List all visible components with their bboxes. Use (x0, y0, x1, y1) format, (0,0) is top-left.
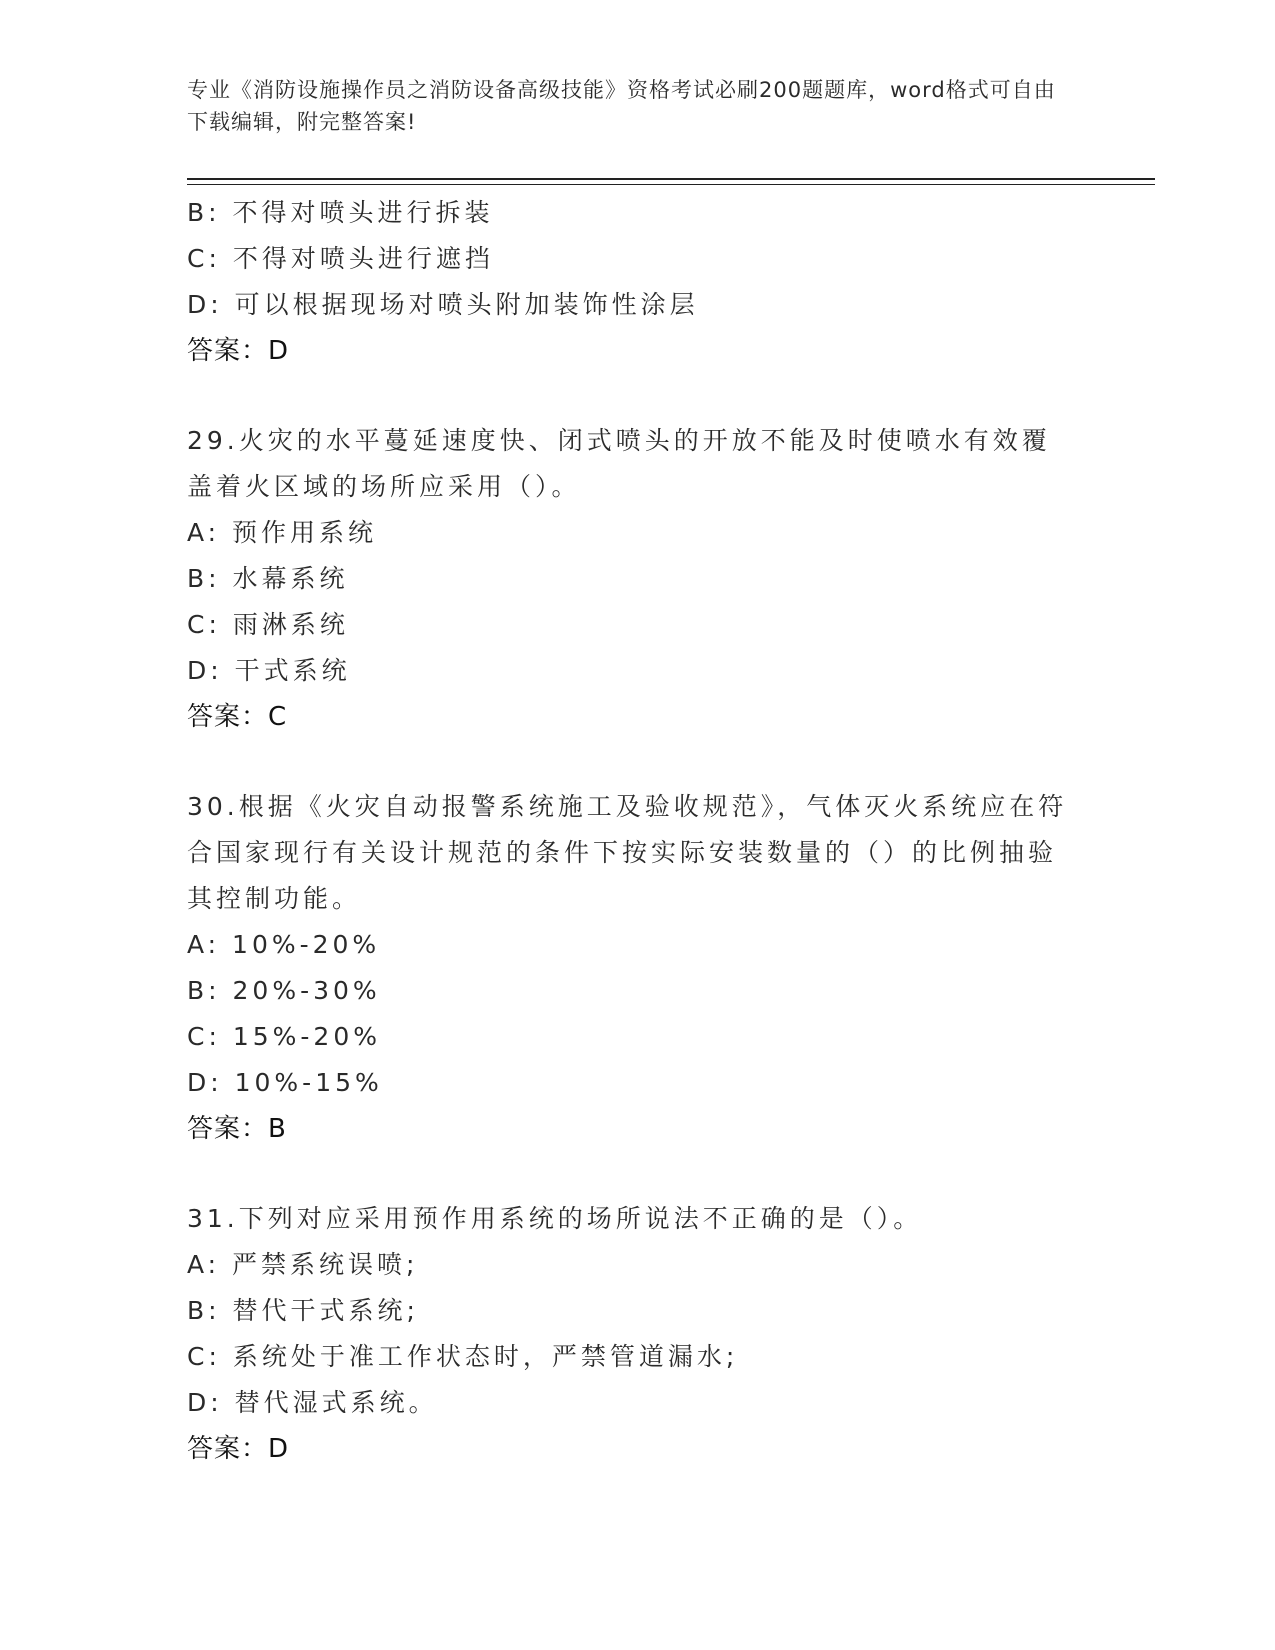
spacer (187, 740, 1087, 784)
option-b: B: 不得对喷头进行拆装 (187, 198, 494, 227)
answer-line: 答案：B (187, 1114, 287, 1144)
spacer (187, 374, 1087, 418)
question-block-30 (187, 784, 1087, 1152)
option-d: D: 替代湿式系统。 (187, 1388, 438, 1417)
question-text: 30.根据《火灾自动报警系统施工及验收规范》，气体灭火系统应在符合国家现行有关设计规范的条件下按实际安装数量的（）的比例抽验其控制功能。 (187, 792, 1068, 913)
question-text: 29.火灾的水平蔓延速度快、闭式喷头的开放不能及时使喷水有效覆盖着火区域的场所应采用（）。 (187, 426, 1051, 501)
answer-line: 答案：D (187, 1434, 290, 1464)
header-rule-thick (187, 178, 1155, 180)
option-a: A: 严禁系统误喷; (187, 1250, 419, 1279)
answer-line: 答案：D (187, 336, 290, 366)
option-c: C: 系统处于准工作状态时，严禁管道漏水; (187, 1342, 739, 1371)
option-c: C: 不得对喷头进行遮挡 (187, 244, 494, 273)
option-d: D: 10%-15% (187, 1068, 383, 1097)
question-block-continued (187, 190, 1087, 374)
question-block-29 (187, 418, 1087, 740)
spacer (187, 1152, 1087, 1196)
question-text: 31.下列对应采用预作用系统的场所说法不正确的是（）。 (187, 1204, 923, 1233)
document-header: 专业《消防设施操作员之消防设备高级技能》资格考试必刷200题题库，word格式可自由下载编辑，附完整答案! (187, 78, 1056, 134)
option-b: B: 20%-30% (187, 976, 381, 1005)
question-block-31 (187, 1196, 1087, 1472)
option-c: C: 雨淋系统 (187, 610, 349, 639)
option-d: D: 干式系统 (187, 656, 351, 685)
answer-line: 答案：C (187, 702, 288, 732)
header-rule-thin (187, 184, 1155, 185)
option-b: B: 水幕系统 (187, 564, 349, 593)
option-b: B: 替代干式系统; (187, 1296, 419, 1325)
option-c: C: 15%-20% (187, 1022, 381, 1051)
option-d: D: 可以根据现场对喷头附加装饰性涂层 (187, 290, 699, 319)
option-a: A: 10%-20% (187, 930, 381, 959)
document-body (187, 190, 1087, 1472)
option-a: A: 预作用系统 (187, 518, 378, 547)
